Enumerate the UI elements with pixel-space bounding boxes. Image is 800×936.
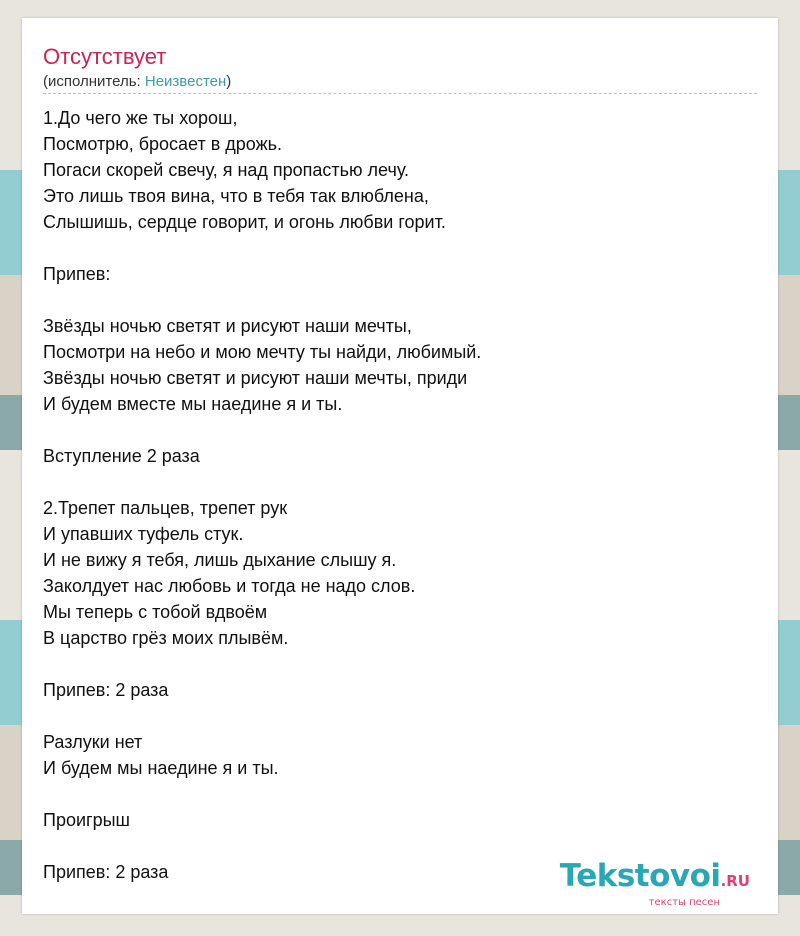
lyric-line: Посмотрю, бросает в дрожь. — [43, 134, 283, 154]
lyric-line: И не вижу я тебя, лишь дыхание слышу я. — [43, 550, 397, 570]
lyric-line: В царство грёз моих плывём. — [43, 628, 289, 648]
lyric-line: Это лишь твоя вина, что в тебя так влюблена, — [43, 186, 429, 206]
logo-wordmark — [560, 859, 750, 898]
lyric-line: Посмотри на небо и мою мечту ты найди, любимый. — [43, 342, 482, 362]
lyric-line: 1.До чего же ты хорош, — [43, 108, 238, 128]
lyric-line: Разлуки нет — [43, 732, 143, 752]
lyric-line: Звёзды ночью светят и рисуют наши мечты, — [43, 316, 412, 336]
lyrics-text — [43, 105, 757, 885]
lyric-blank-line — [43, 781, 757, 807]
lyric-line: Слышишь, сердце говорит, и огонь любви горит. — [43, 212, 446, 232]
lyric-blank-line — [43, 469, 757, 495]
lyric-line: Припев: 2 раза — [43, 680, 169, 700]
lyric-line: 2.Трепет пальцев, трепет рук — [43, 498, 288, 518]
site-logo[interactable] — [560, 859, 750, 908]
lyric-line: Погаси скорей свечу, я над пропастью лечу. — [43, 160, 410, 180]
lyric-blank-line — [43, 651, 757, 677]
artist-suffix: ) — [226, 73, 232, 90]
lyric-line: Припев: 2 раза — [43, 862, 169, 882]
lyric-line: Проигрыш — [43, 810, 130, 830]
lyric-blank-line — [43, 833, 757, 859]
artist-line — [43, 73, 231, 91]
lyric-line: Вступление 2 раза — [43, 446, 200, 466]
lyric-line: Заколдует нас любовь и тогда не надо слов. — [43, 576, 416, 596]
lyric-line: Мы теперь с тобой вдвоём — [43, 602, 268, 622]
lyric-blank-line — [43, 235, 757, 261]
logo-domain: .RU — [720, 872, 750, 890]
lyric-line: Припев: — [43, 264, 111, 284]
lyric-line: И упавших туфель стук. — [43, 524, 244, 544]
logo-main-text: Tekstovoi — [559, 858, 721, 894]
title-divider — [43, 93, 757, 94]
lyric-line: И будем вместе мы наедине я и ты. — [43, 394, 343, 414]
lyric-line: Звёзды ночью светят и рисуют наши мечты, приди — [43, 368, 468, 388]
song-title: Отсутствует — [43, 44, 167, 69]
lyric-blank-line — [43, 287, 757, 313]
lyric-blank-line — [43, 703, 757, 729]
lyric-line: И будем мы наедине я и ты. — [43, 758, 279, 778]
lyrics-card — [22, 18, 778, 914]
artist-link[interactable]: Неизвестен — [144, 73, 227, 90]
artist-prefix: (исполнитель: — [43, 73, 145, 90]
logo-tagline: тексты песен — [648, 897, 720, 908]
lyric-blank-line — [43, 417, 757, 443]
